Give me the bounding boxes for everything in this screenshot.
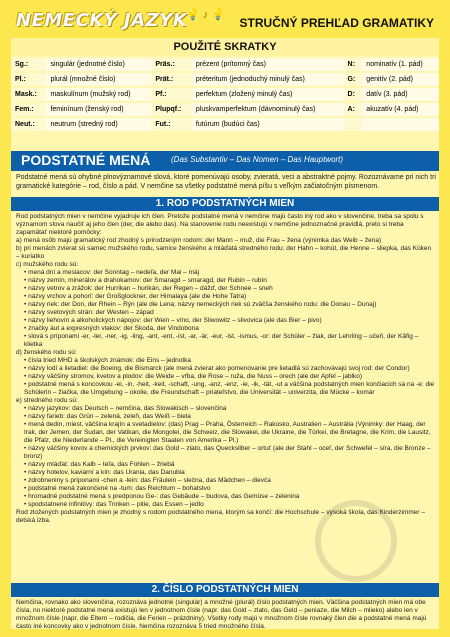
gender-line: • mená dní a mesiacov: der Sonntag – nedeľa, der Mai – máj <box>24 269 200 276</box>
section-title: PODSTATNÉ MENÁ <box>21 152 151 168</box>
abbreviation-key: Präs.: <box>151 58 192 71</box>
abbreviation-key: Fem.: <box>11 103 46 116</box>
gender-line: • značky áut a expresných vlakov: der Skoda, der Vindobona <box>24 325 199 332</box>
abbreviation-value: datív (3. pád) <box>362 88 439 101</box>
abbreviation-value: maskulínum (mužský rod) <box>46 88 151 101</box>
abbreviation-row <box>11 58 439 71</box>
gender-line: • názvy hotelov, kaviarní a kín: das Urania, das Danubia <box>24 469 185 476</box>
gender-line: • podstatné mená s koncovkou -ei, -in, -heit, -keit, -schaft, -ung, -anz, -enz, -ie, -ik, -tät, -ut a väčšina podstatných mien končiacich sa na -e: die Schülerin – žiačka, die Umgebung – okolie, die Freundschaft – priateľstvo, die Universität – univerzita, die Mücke – komár <box>24 381 435 396</box>
section-header <box>11 151 439 171</box>
section-bar-number: 2. ČÍSLO PODSTATNÝCH MIEN <box>11 583 439 597</box>
section-bar-gender: 1. ROD PODSTATNÝCH MIEN <box>11 197 439 211</box>
abbreviation-row <box>11 118 439 131</box>
gender-line: • názvy riek: der Don, der Rhein – Rýn (ale die Lena; názvy nemeckých riek sú zväčša ženského rodu: die Donau – Dunaj) <box>24 301 377 308</box>
header-subtitle: STRUČNÝ PREHĽAD GRAMATIKY <box>239 16 434 30</box>
gender-line: • názvy mláďat: das Kalb – teľa, das Fohlen – žriebä <box>24 461 175 468</box>
abbreviation-key: N: <box>344 58 363 71</box>
gender-line: • názvy jazykov: das Deutsch – nemčina, das Slowakisch – slovenčina <box>24 405 227 412</box>
abbreviation-key: Plupqf.: <box>151 103 192 116</box>
gender-line: • slová s príponami -er, -ler, -ner, -ig, -ling, -ant, -ent, -ist, -ar, -är, -eur, -ist, -ismus, -or: der Schüler – žiak, der Lehrling – učeň, der Käfig – klietka <box>24 333 419 348</box>
gender-line: • názvy farieb: das Grün – zelená, zeleň, das Weiß – biela <box>24 413 191 420</box>
abbreviation-value: préteritum (jednoduchý minulý čas) <box>192 73 344 86</box>
abbreviation-value: futúrum (budúci čas) <box>192 118 344 131</box>
gender-line: • názvy lodí a lietadiel: die Boeing, die Bismarck (ale mená zvierat ako pomenovanie pre lietadlá sú zachovávajú svoj rod: der Condor) <box>24 365 410 372</box>
abbreviation-row <box>11 73 439 86</box>
gender-line: • názvy vetrov a zrážok: der Hurrikan – hurikán, der Regen – dážď, der Schnee – sneh <box>24 285 273 292</box>
gender-body <box>16 213 436 525</box>
abbreviation-key: Prät.: <box>151 73 192 86</box>
abbreviation-value: prézent (prítomný čas) <box>192 58 344 71</box>
gender-line: • zdrobneniny s príponami -chen a -lein: das Fräulein – slečna, das Mädchen – dievča <box>24 477 271 484</box>
abbreviation-value: perfektum (zložený minulý čas) <box>192 88 344 101</box>
abbreviation-key: A: <box>344 103 363 116</box>
abbreviations-title: POUŽITÉ SKRATKY <box>11 38 439 56</box>
abbreviation-value: singulár (jednotné číslo) <box>46 58 151 71</box>
abbreviation-key: Pf.: <box>151 88 192 101</box>
abbreviation-value: akuzatív (4. pád) <box>362 103 439 116</box>
abbreviation-key: Mask.: <box>11 88 46 101</box>
abbreviation-key: Neut.: <box>11 118 46 131</box>
abbreviation-key: Sg.: <box>11 58 46 71</box>
gender-line: • podstatné mená zakončené na -tum: das Reichtum – bohatstvo <box>24 485 211 492</box>
gender-line: d) ženského rodu sú: <box>16 349 77 356</box>
gender-line: c) mužského rodu sú: <box>16 261 79 268</box>
abbreviation-key: D: <box>344 88 363 101</box>
abbreviations-table <box>11 56 439 133</box>
abbreviation-key: Pl.: <box>11 73 46 86</box>
abbreviation-value: nominatív (1. pád) <box>362 58 439 71</box>
gender-line: • spodstatnené infinitívy: das Trinken – pitie, das Essen – jedlo <box>24 501 204 508</box>
gender-line: b) pri menách zvierat sú samec mužského rodu, samice ženského a mláďatá stredného rodu: der Hahn – kohút, die Henne – sliepka, das Küken – kuriatko <box>16 245 432 260</box>
abbreviation-value: plurál (množné číslo) <box>46 73 151 86</box>
gender-line: • mená dedín, miest, väčšina krajín a svetadielov: (das) Prag – Praha, Österreich – Rakúsko, Australien – Austrália (Výnimky: der Haag, der Irak, der Jemen, der Sudan, der Vatikan, die Mongolei, die Schweiz, die Slowakei, die Ukraine, die Türkei, die Bretagne, die Krim, die Lausitz, die Pfalz, die Niederlande – Pl., die Vereinigten Staaten von Amerika – Pl.) <box>24 421 431 444</box>
gender-line: • čísla tried MHD a školských známok: die Eins – jednotka <box>24 357 192 364</box>
lightbulb-icon: 💡 ♪ 💡 <box>186 9 226 21</box>
gender-line: Rod podstatných mien v nemčine vyjadruje ich člen. Pretože podstatné mená v nemčine majú často iný rod ako v slovenčine, treba sa spolu s významom slova naučiť aj jeho člen (der, die alebo das). Na stanovenie rodu neexistujú v nemčine jednoznačné pravidlá, preto si treba zapamätať niektoré pomôcky: <box>16 213 424 236</box>
abbreviation-key: Fut.: <box>151 118 192 131</box>
abbreviation-value: pluskvamperfektum (dávnominulý čas) <box>192 103 344 116</box>
gender-line: • názvy väčšiny stromov, kvetov a plodov: die Weide – vŕba, die Rose – ruža, die Nuss – orech (ale der Apfel – jablko) <box>24 373 363 380</box>
number-body: Nemčina, rovnako ako slovenčina, rozoznáva jednotné (singulár) a množné (plurál) číslo podstatných mien. Väčšina podstatných mien má obe čísla, no niektoré podstatné mená existujú len v jednotnom čísle (napr. das Gold – zlato, das Geld – peniaze, die Milch – mlieko) alebo len v množnom čísle (napr. die Eltern – rodičia, die Ferien – prázdniny). Všetky rody majú v množnom čísle rovnaký člen die a podstatné mená majú často iné koncovky ako v jednotnom čísle. Nemčina rozoznáva 5 tried množného čísla. <box>16 599 427 630</box>
abbreviation-key: G: <box>344 73 363 86</box>
gender-line: e) stredného rodu sú: <box>16 397 78 404</box>
abbreviation-row <box>11 103 439 116</box>
gender-line: a) mená osôb majú gramatický rod zhodný s prirodzeným rodom: der Mann – muž, die Frau – žena (výnimka das Weib – žena) <box>16 237 382 244</box>
intro-text: Podstatné mená sú ohybné plnovýznamové slová, ktoré pomenúvajú osoby, zvieratá, veci a abstraktné pojmy. Rozoznávame pri nich tri gramatické kategórie – rod, číslo a pád. V nemčine sa všetky podstatné mená píšu s veľkým začiatočným písmenom. <box>16 174 436 190</box>
gender-line: • názvy svetových strán: der Westen – západ <box>24 309 154 316</box>
gender-line: • hromadné podstatné mená s predponou Ge-: das Gebäude – budova, das Gemüse – zelenina <box>24 493 300 500</box>
abbreviation-row <box>11 88 439 101</box>
gender-line: • názvy väčšiny kovov a chemických prvkov: das Gold – zlato, das Quecksilber – ortuť (ale der Stahl – oceľ, der Schwefel – síra, die Bronze – bronz) <box>24 445 431 460</box>
gender-line: • názvy liehovín a alkoholických nápojov: der Wein – víno, der Sliwowitz – slivovica (ale das Bier – pivo) <box>24 317 322 324</box>
header <box>10 6 442 40</box>
section-subtitle: (Das Substantiv – Das Nomen – Das Hauptwort) <box>171 155 344 164</box>
abbreviation-value: neutrum (stredný rod) <box>46 118 151 131</box>
watermark-icon <box>315 500 397 582</box>
gender-line: Rod zložených podstatných mien je zhodný s rodom podstatného mena, ktorým sa končí: die Hochschule – vysoká škola, das Kinderzimmer – detská izba. <box>16 509 425 524</box>
abbreviation-value: genitív (2. pád) <box>362 73 439 86</box>
gender-line: • názvy zemín, minerálov a drahokamov: der Smaragd – smaragd, der Rubin – rubín <box>24 277 267 284</box>
gender-line: • názvy vrchov a pohorí: der Großglockner, der Himalaya (ale die Hohe Tatra) <box>24 293 247 300</box>
abbreviation-key <box>344 118 363 131</box>
brand-title: NEMECKÝ JAZYK <box>16 10 188 31</box>
abbreviation-value: feminínum (ženský rod) <box>46 103 151 116</box>
abbreviation-value <box>362 118 439 131</box>
